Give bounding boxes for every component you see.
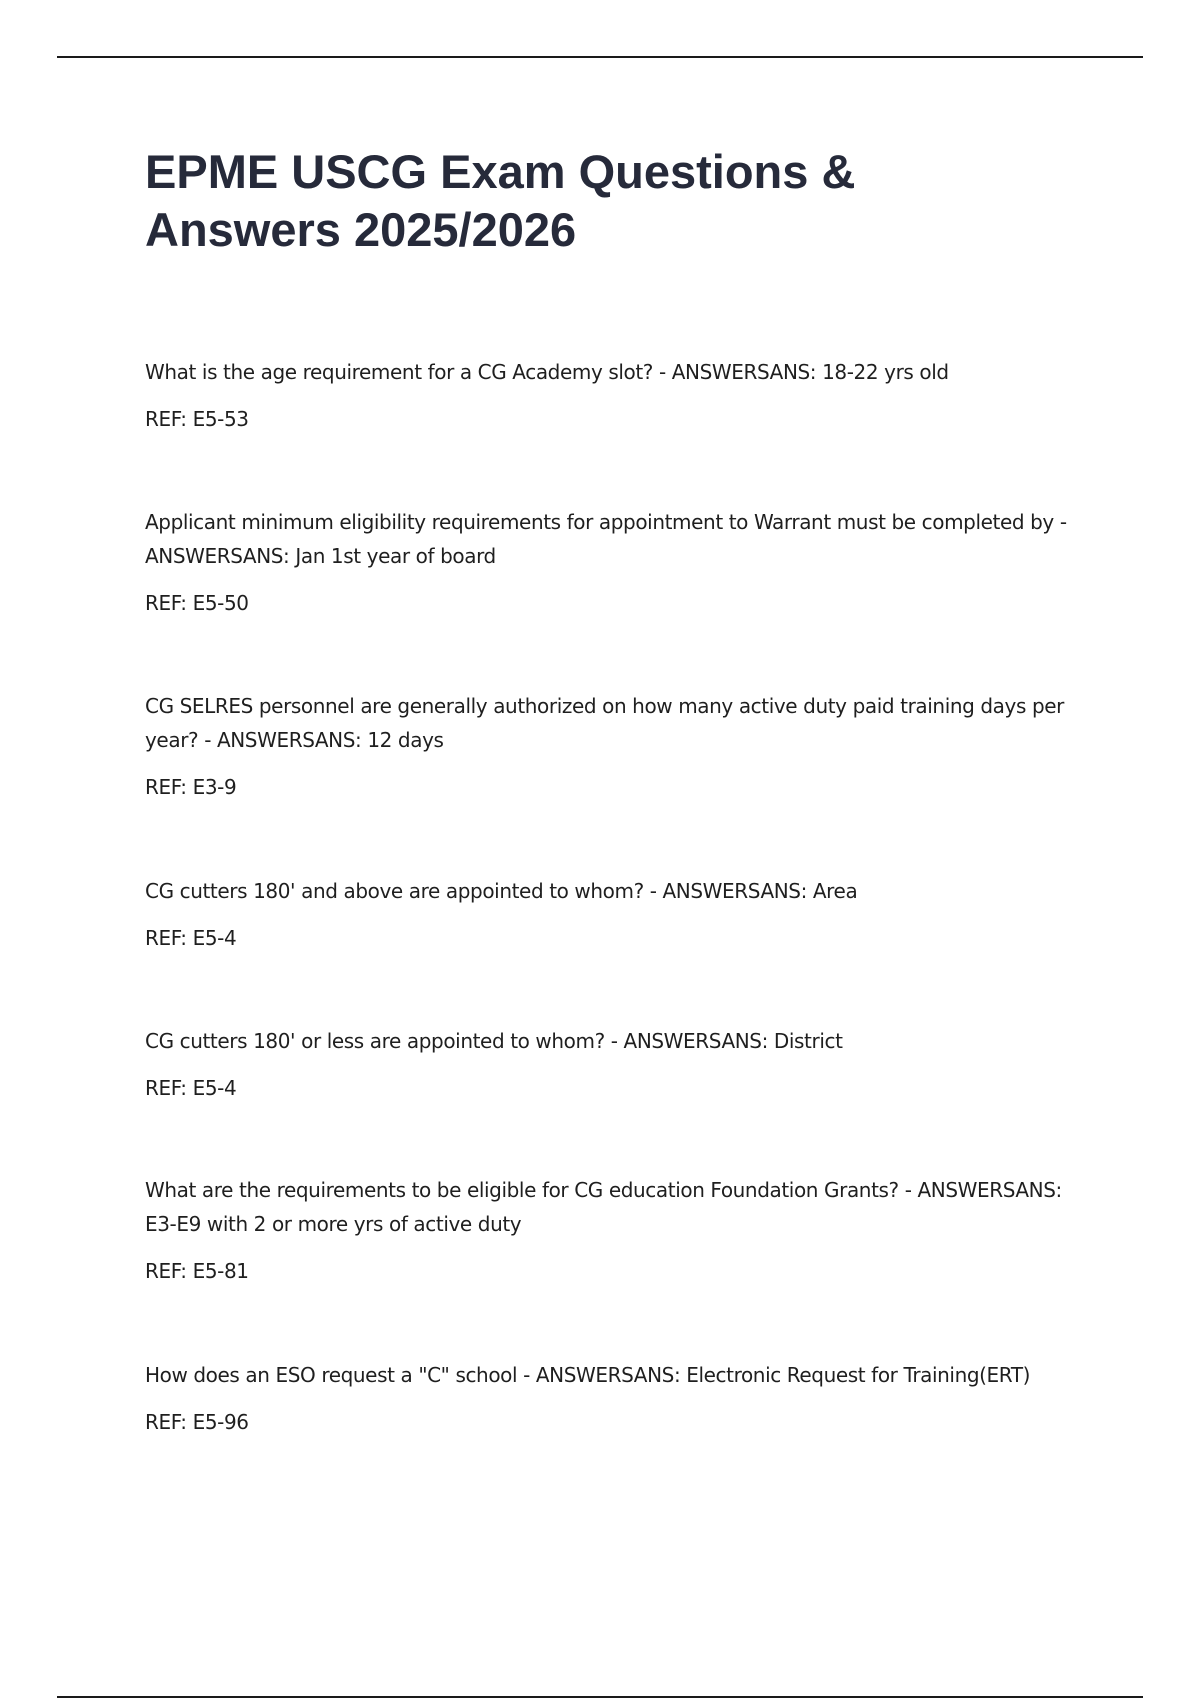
reference-text: REF: E5-53 xyxy=(145,407,249,431)
question-text: CG cutters 180' or less are appointed to whom? - ANSWERSANS: District xyxy=(145,1029,843,1053)
footer-rule xyxy=(57,1696,1143,1698)
qa-item xyxy=(145,355,1095,436)
question-text: Applicant minimum eligibility requirements for appointment to Warrant must be completed by - ANSWERSANS: Jan 1st year of board xyxy=(145,510,1067,568)
qa-item xyxy=(145,505,1095,620)
question-text: CG cutters 180' and above are appointed to whom? - ANSWERSANS: Area xyxy=(145,879,858,903)
qa-item xyxy=(145,874,1095,955)
header-rule xyxy=(57,56,1143,58)
qa-item xyxy=(145,1358,1095,1439)
reference-text: REF: E5-81 xyxy=(145,1259,249,1283)
question-text: What is the age requirement for a CG Academy slot? - ANSWERSANS: 18-22 yrs old xyxy=(145,360,949,384)
qa-item xyxy=(145,1024,1095,1105)
reference-text: REF: E5-4 xyxy=(145,1076,237,1100)
question-text: How does an ESO request a "C" school - ANSWERSANS: Electronic Request for Training(ERT) xyxy=(145,1363,1031,1387)
qa-item xyxy=(145,689,1095,804)
page-title: EPME USCG Exam Questions & Answers 2025/2026 xyxy=(145,145,856,256)
question-text: CG SELRES personnel are generally authorized on how many active duty paid training days per year? - ANSWERSANS: 12 days xyxy=(145,694,1064,752)
reference-text: REF: E5-96 xyxy=(145,1410,249,1434)
reference-text: REF: E3-9 xyxy=(145,775,237,799)
reference-text: REF: E5-4 xyxy=(145,926,237,950)
qa-item xyxy=(145,1173,1095,1288)
reference-text: REF: E5-50 xyxy=(145,591,249,615)
question-text: What are the requirements to be eligible for CG education Foundation Grants? - ANSWERSANS: E3-E9 with 2 or more yrs of active duty xyxy=(145,1178,1062,1236)
